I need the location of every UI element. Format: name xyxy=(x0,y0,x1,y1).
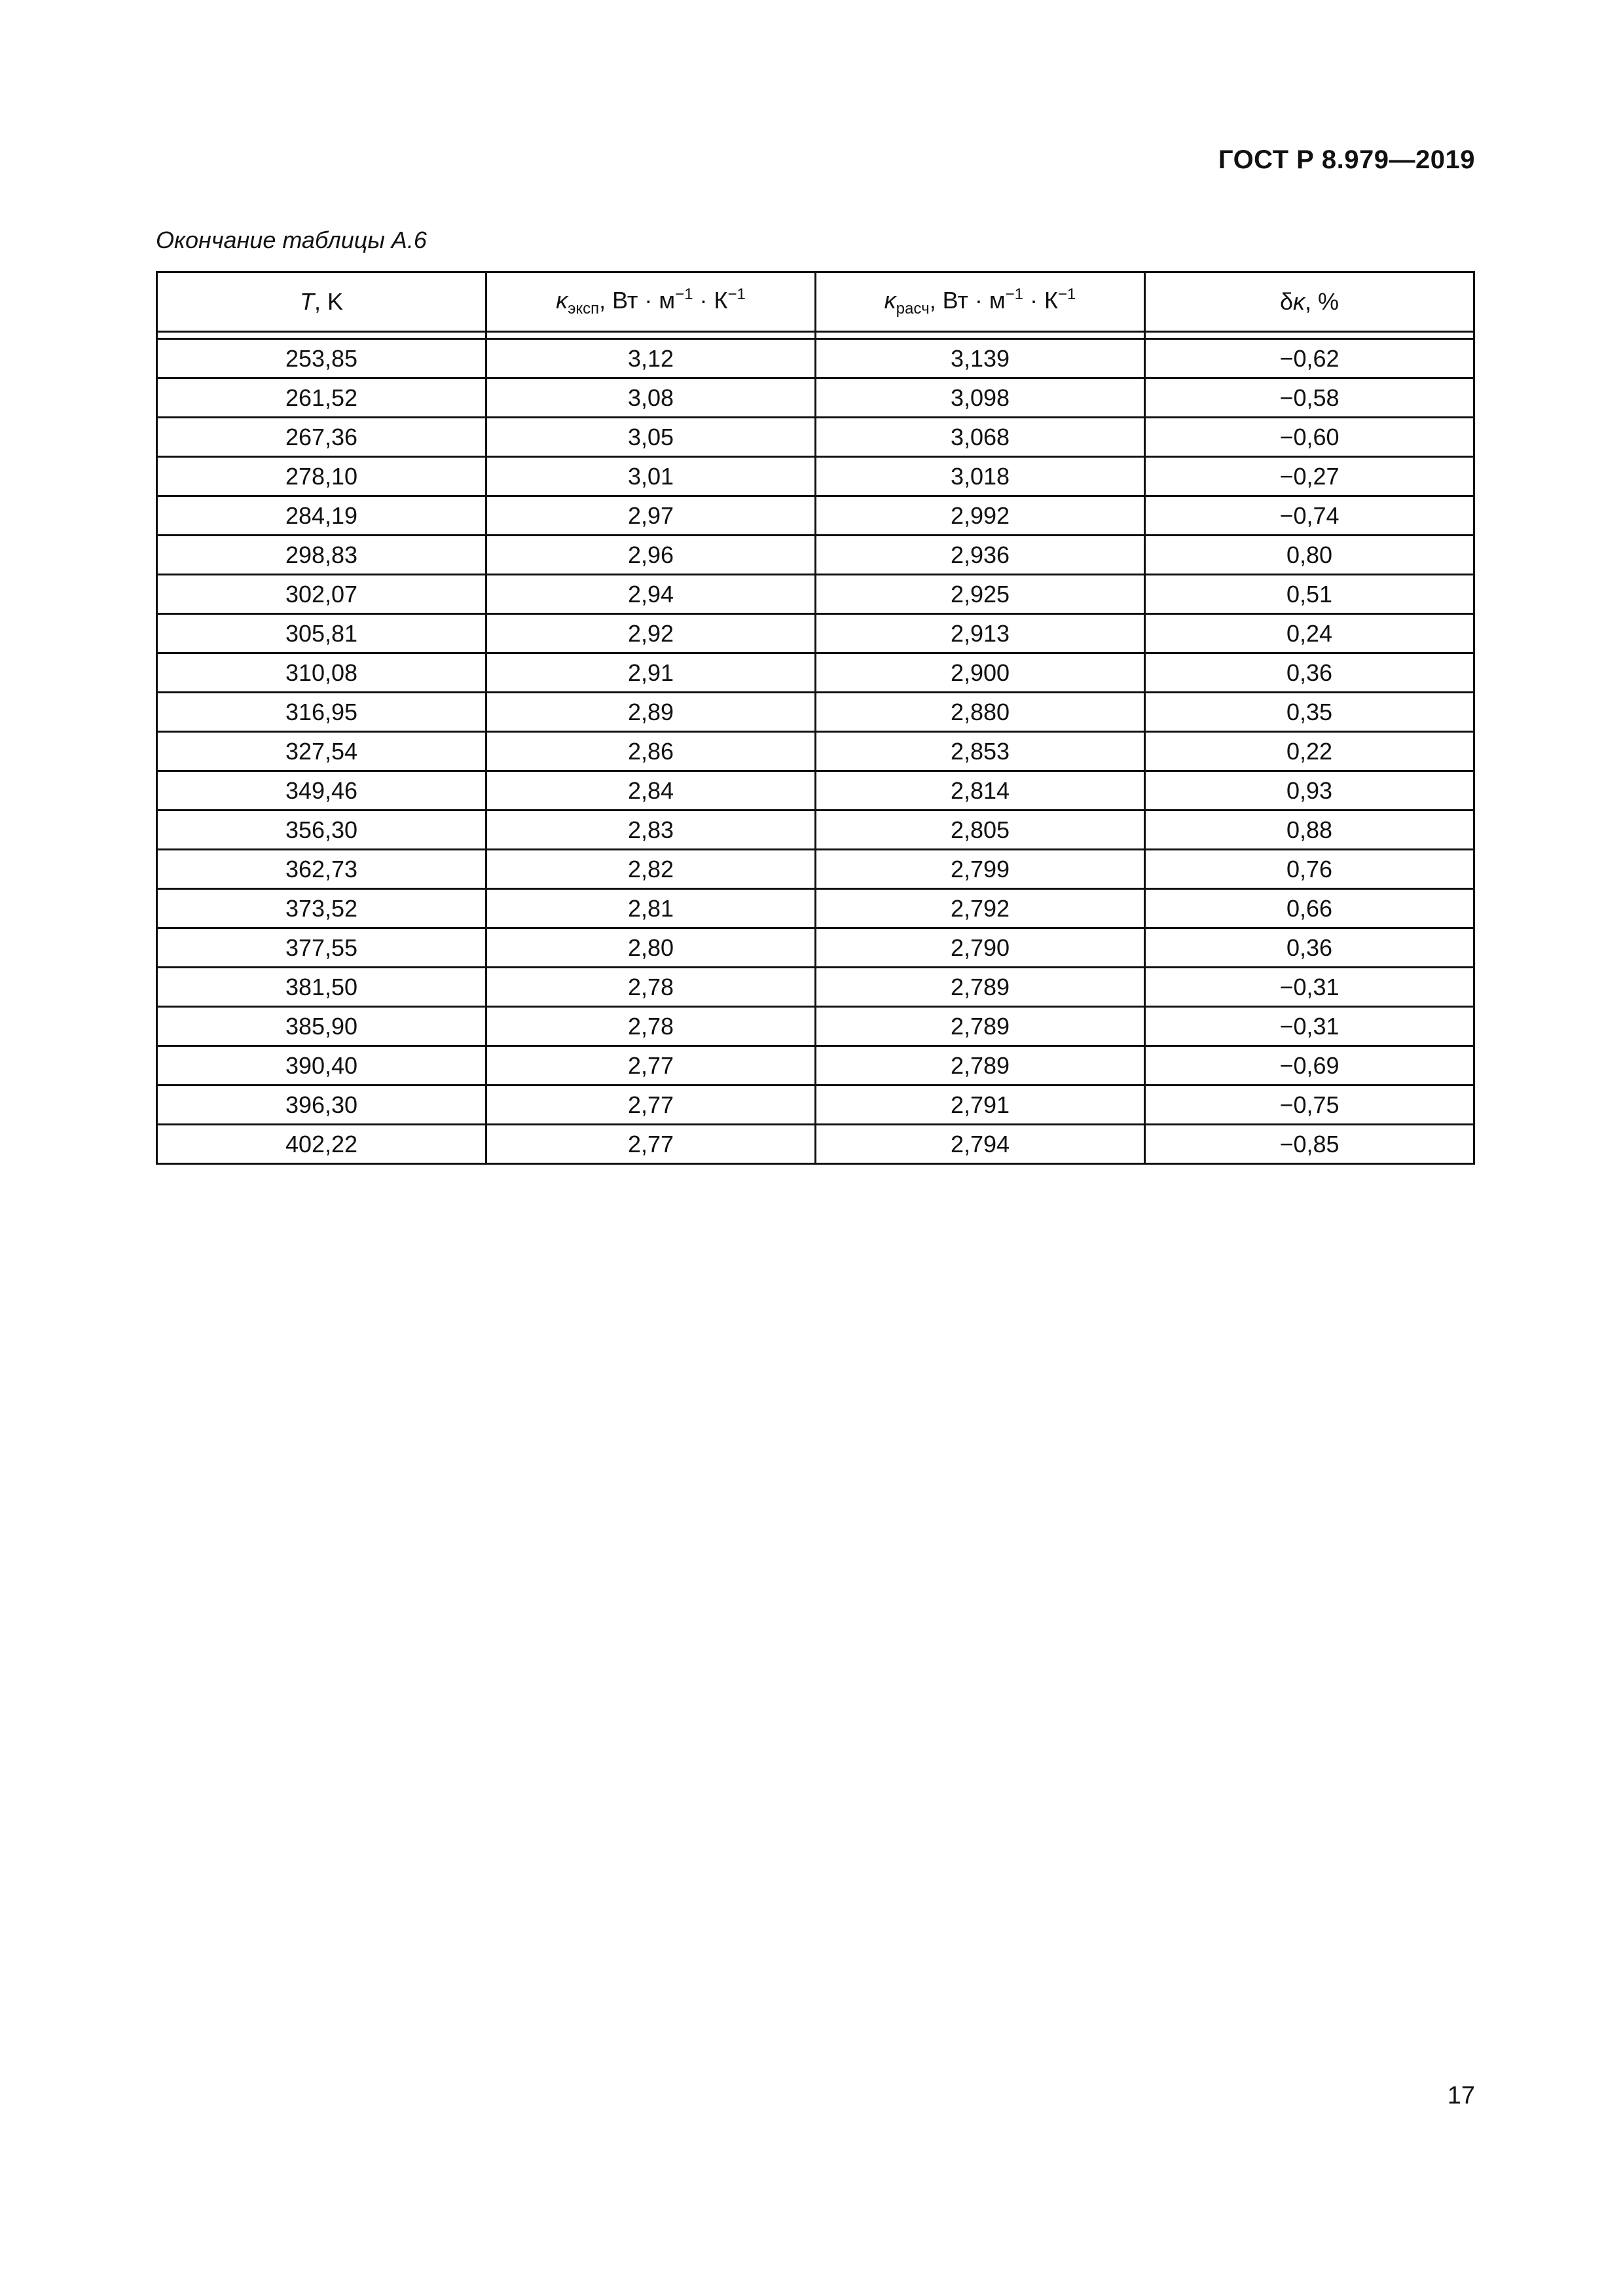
cell-temperature: 362,73 xyxy=(157,850,486,889)
cell-kappa-calc: 2,900 xyxy=(816,653,1145,693)
data-table xyxy=(156,271,1475,1165)
table-row xyxy=(157,614,1474,653)
header-temperature-symbol: T xyxy=(299,288,314,315)
cell-kappa-exp: 2,89 xyxy=(486,693,816,732)
cell-kappa-exp: 3,05 xyxy=(486,418,816,457)
cell-temperature: 302,07 xyxy=(157,575,486,614)
cell-deviation: 0,80 xyxy=(1145,536,1474,575)
cell-temperature: 396,30 xyxy=(157,1085,486,1125)
header-kappa-calc-unit-b: · К xyxy=(1023,287,1058,314)
table-row xyxy=(157,536,1474,575)
cell-temperature: 402,22 xyxy=(157,1125,486,1164)
table-row xyxy=(157,968,1474,1007)
cell-kappa-exp: 2,84 xyxy=(486,771,816,811)
cell-temperature: 267,36 xyxy=(157,418,486,457)
header-kappa-exp-unit-b: · К xyxy=(693,287,728,314)
cell-kappa-exp: 2,80 xyxy=(486,928,816,968)
cell-kappa-calc: 2,814 xyxy=(816,771,1145,811)
cell-kappa-calc: 2,790 xyxy=(816,928,1145,968)
standard-id: ГОСТ Р 8.979—2019 xyxy=(1218,145,1475,174)
cell-temperature: 327,54 xyxy=(157,732,486,771)
header-deviation-symbol: κ xyxy=(1293,288,1305,315)
cell-kappa-exp: 2,94 xyxy=(486,575,816,614)
table-row xyxy=(157,889,1474,928)
separator-cell xyxy=(486,332,816,339)
header-kappa-calc-subscript: расч xyxy=(896,300,930,318)
table-row xyxy=(157,771,1474,811)
header-kappa-calc-unit-a: , Вт · м xyxy=(929,287,1006,314)
cell-kappa-exp: 2,86 xyxy=(486,732,816,771)
cell-temperature: 373,52 xyxy=(157,889,486,928)
table-caption: Окончание таблицы А.6 xyxy=(156,227,427,253)
cell-deviation: −0,74 xyxy=(1145,496,1474,536)
header-kappa-calc xyxy=(816,272,1145,332)
cell-deviation: 0,93 xyxy=(1145,771,1474,811)
cell-deviation: −0,85 xyxy=(1145,1125,1474,1164)
table-row xyxy=(157,811,1474,850)
page-number: 17 xyxy=(1447,2082,1475,2109)
cell-kappa-calc: 2,789 xyxy=(816,968,1145,1007)
table-row xyxy=(157,1007,1474,1046)
cell-kappa-calc: 3,139 xyxy=(816,339,1145,378)
header-kappa-exp-subscript: эксп xyxy=(568,300,600,318)
cell-temperature: 349,46 xyxy=(157,771,486,811)
table-header xyxy=(157,272,1474,339)
cell-temperature: 253,85 xyxy=(157,339,486,378)
cell-kappa-exp: 2,77 xyxy=(486,1125,816,1164)
cell-kappa-calc: 2,789 xyxy=(816,1046,1145,1085)
cell-kappa-exp: 2,77 xyxy=(486,1046,816,1085)
cell-kappa-calc: 2,853 xyxy=(816,732,1145,771)
cell-deviation: −0,31 xyxy=(1145,1007,1474,1046)
cell-temperature: 278,10 xyxy=(157,457,486,496)
cell-temperature: 316,95 xyxy=(157,693,486,732)
cell-temperature: 385,90 xyxy=(157,1007,486,1046)
table-row xyxy=(157,1085,1474,1125)
cell-kappa-exp: 3,12 xyxy=(486,339,816,378)
cell-kappa-exp: 3,01 xyxy=(486,457,816,496)
table-row xyxy=(157,850,1474,889)
separator-cell xyxy=(816,332,1145,339)
cell-deviation: 0,66 xyxy=(1145,889,1474,928)
table-row xyxy=(157,732,1474,771)
cell-deviation: 0,36 xyxy=(1145,653,1474,693)
table-row xyxy=(157,1046,1474,1085)
cell-deviation: −0,60 xyxy=(1145,418,1474,457)
cell-kappa-calc: 2,792 xyxy=(816,889,1145,928)
cell-kappa-exp: 2,77 xyxy=(486,1085,816,1125)
header-kappa-exp-sup-b: −1 xyxy=(727,285,746,303)
header-row xyxy=(157,272,1474,332)
cell-temperature: 261,52 xyxy=(157,378,486,418)
cell-deviation: 0,35 xyxy=(1145,693,1474,732)
header-kappa-calc-sup-a: −1 xyxy=(1005,285,1024,303)
cell-deviation: −0,75 xyxy=(1145,1085,1474,1125)
table-row xyxy=(157,378,1474,418)
cell-kappa-calc: 3,098 xyxy=(816,378,1145,418)
cell-kappa-exp: 2,81 xyxy=(486,889,816,928)
cell-kappa-exp: 2,92 xyxy=(486,614,816,653)
table-row xyxy=(157,418,1474,457)
header-kappa-calc-sup-b: −1 xyxy=(1057,285,1076,303)
cell-deviation: −0,31 xyxy=(1145,968,1474,1007)
cell-deviation: 0,76 xyxy=(1145,850,1474,889)
header-separator xyxy=(157,332,1474,339)
cell-kappa-calc: 2,925 xyxy=(816,575,1145,614)
cell-deviation: 0,51 xyxy=(1145,575,1474,614)
cell-kappa-exp: 3,08 xyxy=(486,378,816,418)
cell-deviation: 0,88 xyxy=(1145,811,1474,850)
table-row xyxy=(157,575,1474,614)
separator-cell xyxy=(157,332,486,339)
cell-kappa-calc: 2,880 xyxy=(816,693,1145,732)
cell-kappa-exp: 2,78 xyxy=(486,1007,816,1046)
table-row xyxy=(157,496,1474,536)
cell-temperature: 381,50 xyxy=(157,968,486,1007)
cell-kappa-exp: 2,91 xyxy=(486,653,816,693)
cell-temperature: 377,55 xyxy=(157,928,486,968)
cell-deviation: −0,62 xyxy=(1145,339,1474,378)
cell-kappa-exp: 2,82 xyxy=(486,850,816,889)
header-kappa-exp-symbol: κ xyxy=(556,287,568,314)
cell-temperature: 310,08 xyxy=(157,653,486,693)
header-deviation-prefix: δ xyxy=(1279,288,1294,315)
cell-kappa-calc: 3,018 xyxy=(816,457,1145,496)
cell-temperature: 390,40 xyxy=(157,1046,486,1085)
header-temperature-unit: , K xyxy=(314,288,343,315)
table-row xyxy=(157,1125,1474,1164)
cell-kappa-calc: 2,992 xyxy=(816,496,1145,536)
cell-temperature: 284,19 xyxy=(157,496,486,536)
cell-kappa-calc: 2,794 xyxy=(816,1125,1145,1164)
cell-kappa-calc: 2,913 xyxy=(816,614,1145,653)
header-temperature xyxy=(157,272,486,332)
header-kappa-exp-sup-a: −1 xyxy=(675,285,693,303)
cell-kappa-exp: 2,96 xyxy=(486,536,816,575)
cell-kappa-exp: 2,83 xyxy=(486,811,816,850)
cell-kappa-calc: 2,936 xyxy=(816,536,1145,575)
cell-kappa-exp: 2,78 xyxy=(486,968,816,1007)
cell-deviation: −0,69 xyxy=(1145,1046,1474,1085)
cell-kappa-calc: 2,799 xyxy=(816,850,1145,889)
header-deviation-unit: , % xyxy=(1305,288,1340,315)
cell-temperature: 356,30 xyxy=(157,811,486,850)
header-kappa-exp-unit-a: , Вт · м xyxy=(599,287,676,314)
cell-temperature: 298,83 xyxy=(157,536,486,575)
table-row xyxy=(157,693,1474,732)
table-row xyxy=(157,457,1474,496)
cell-kappa-exp: 2,97 xyxy=(486,496,816,536)
separator-cell xyxy=(1145,332,1474,339)
cell-temperature: 305,81 xyxy=(157,614,486,653)
header-kappa-calc-symbol: κ xyxy=(884,287,896,314)
table-body xyxy=(157,339,1474,1164)
table-row xyxy=(157,928,1474,968)
header-deviation xyxy=(1145,272,1474,332)
cell-deviation: −0,27 xyxy=(1145,457,1474,496)
cell-kappa-calc: 2,791 xyxy=(816,1085,1145,1125)
cell-deviation: 0,22 xyxy=(1145,732,1474,771)
table-row xyxy=(157,339,1474,378)
cell-deviation: −0,58 xyxy=(1145,378,1474,418)
cell-deviation: 0,24 xyxy=(1145,614,1474,653)
cell-kappa-calc: 2,805 xyxy=(816,811,1145,850)
header-kappa-exp xyxy=(486,272,816,332)
table-row xyxy=(157,653,1474,693)
cell-kappa-calc: 2,789 xyxy=(816,1007,1145,1046)
cell-kappa-calc: 3,068 xyxy=(816,418,1145,457)
cell-deviation: 0,36 xyxy=(1145,928,1474,968)
